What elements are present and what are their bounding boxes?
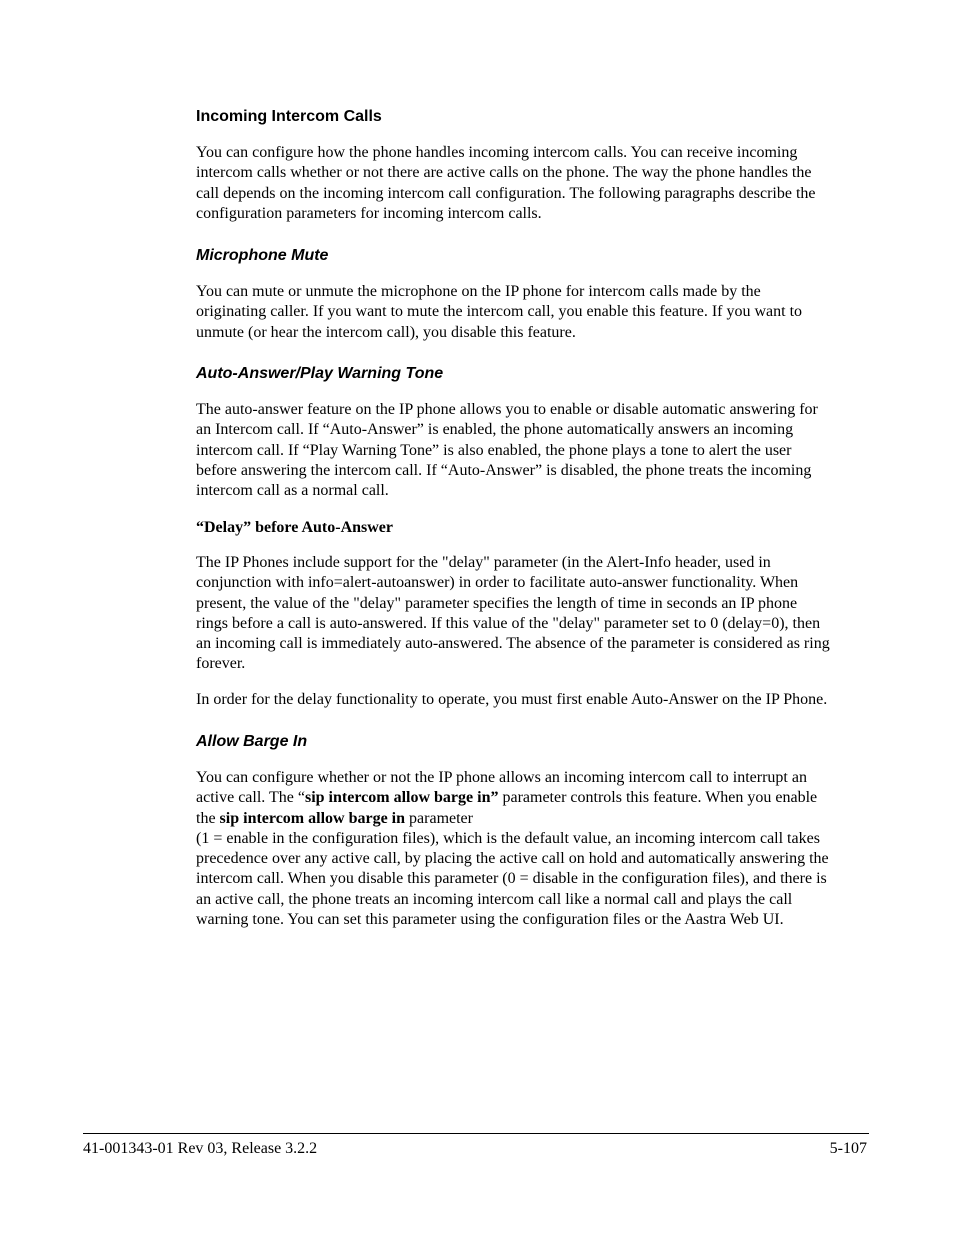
text-line: call depends on the incoming intercom call configuration. The following paragraphs describe the xyxy=(196,184,816,202)
text-line: rings before a call is auto-answered. If this value of the "delay" parameter set to 0 (delay=0), then xyxy=(196,614,821,632)
text-line: You can configure how the phone handles incoming intercom calls. You can receive incoming xyxy=(196,144,798,161)
paragraph-allow-barge-in xyxy=(196,768,872,930)
heading-microphone-mute: Microphone Mute xyxy=(196,247,329,264)
paragraph-incoming-intercom-calls xyxy=(196,143,872,224)
text-run: parameter xyxy=(405,809,473,827)
text-line: an Intercom call. If “Auto-Answer” is enabled, the phone automatically answers an incoming xyxy=(196,421,794,439)
text-line: an active call, the phone treats an incoming intercom call like a normal call and plays the call xyxy=(196,890,793,908)
text-run: active call. The “ xyxy=(196,789,305,807)
text-line: an incoming call is immediately auto-answered. The absence of the parameter is considered as ring xyxy=(196,635,830,653)
text-line: You can mute or unmute the microphone on the IP phone for intercom calls made by the xyxy=(196,283,761,300)
text-run: the xyxy=(196,809,220,827)
text-line: The IP Phones include support for the "delay" parameter (in the Alert-Info header, used in xyxy=(196,554,771,571)
paragraph-auto-answer xyxy=(196,400,872,501)
text-line: You can configure whether or not the IP phone allows an incoming intercom call to interrupt an xyxy=(196,769,807,786)
text-line: intercom calls whether or not there are active calls on the phone. The way the phone handles the xyxy=(196,164,812,182)
paragraph-microphone-mute xyxy=(196,282,872,343)
footer-page-number: 5-107 xyxy=(829,1140,867,1157)
text-line: The auto-answer feature on the IP phone allows you to enable or disable automatic answering for xyxy=(196,401,818,418)
text-line: conjunction with info=alert-autoanswer) in order to facilitate auto-answer functionality. When xyxy=(196,574,799,592)
text-line xyxy=(196,809,872,829)
paragraph-delay xyxy=(196,553,872,675)
text-line: precedence over any active call, by placing the active call on hold and automatically answering the xyxy=(196,850,829,868)
parameter-name-bold: sip intercom allow barge in xyxy=(219,809,406,827)
text-line: intercom call. When you disable this parameter (0 = disable in the configuration files), and there is xyxy=(196,870,827,888)
text-line: originating caller. If you want to mute the intercom call, you enable this feature. If you want to xyxy=(196,303,803,321)
footer-divider xyxy=(83,1133,869,1134)
parameter-name-bold: sip intercom allow barge in” xyxy=(304,789,499,807)
text-line: before answering the intercom call. If “Auto-Answer” is disabled, the phone treats the incoming xyxy=(196,461,812,479)
footer-document-id: 41-001343-01 Rev 03, Release 3.2.2 xyxy=(83,1140,318,1157)
text-line: In order for the delay functionality to operate, you must first enable Auto-Answer on the IP Phone. xyxy=(196,691,828,708)
heading-auto-answer: Auto-Answer/Play Warning Tone xyxy=(196,365,444,382)
heading-allow-barge-in: Allow Barge In xyxy=(196,733,308,750)
heading-incoming-intercom-calls: Incoming Intercom Calls xyxy=(196,108,382,125)
text-line: unmute (or hear the intercom call), you disable this feature. xyxy=(196,323,576,341)
text-line: warning tone. You can set this parameter using the configuration files or the Aastra Web UI. xyxy=(196,911,784,929)
text-line: present, the value of the "delay" parameter specifies the length of time in seconds an IP phone xyxy=(196,594,798,612)
text-line: forever. xyxy=(196,655,246,673)
text-run: parameter controls this feature. When you enable xyxy=(498,789,818,807)
text-line: (1 = enable in the configuration files), which is the default value, an incoming intercom call takes xyxy=(196,829,820,847)
text-line: intercom call. If “Play Warning Tone” is also enabled, the phone plays a tone to alert the user xyxy=(196,441,792,459)
text-line xyxy=(196,788,872,808)
text-line: configuration parameters for incoming intercom calls. xyxy=(196,204,542,222)
heading-delay-before-auto-answer: “Delay” before Auto-Answer xyxy=(196,519,394,536)
text-line: intercom call as a normal call. xyxy=(196,482,389,500)
paragraph-delay-note xyxy=(196,690,872,710)
